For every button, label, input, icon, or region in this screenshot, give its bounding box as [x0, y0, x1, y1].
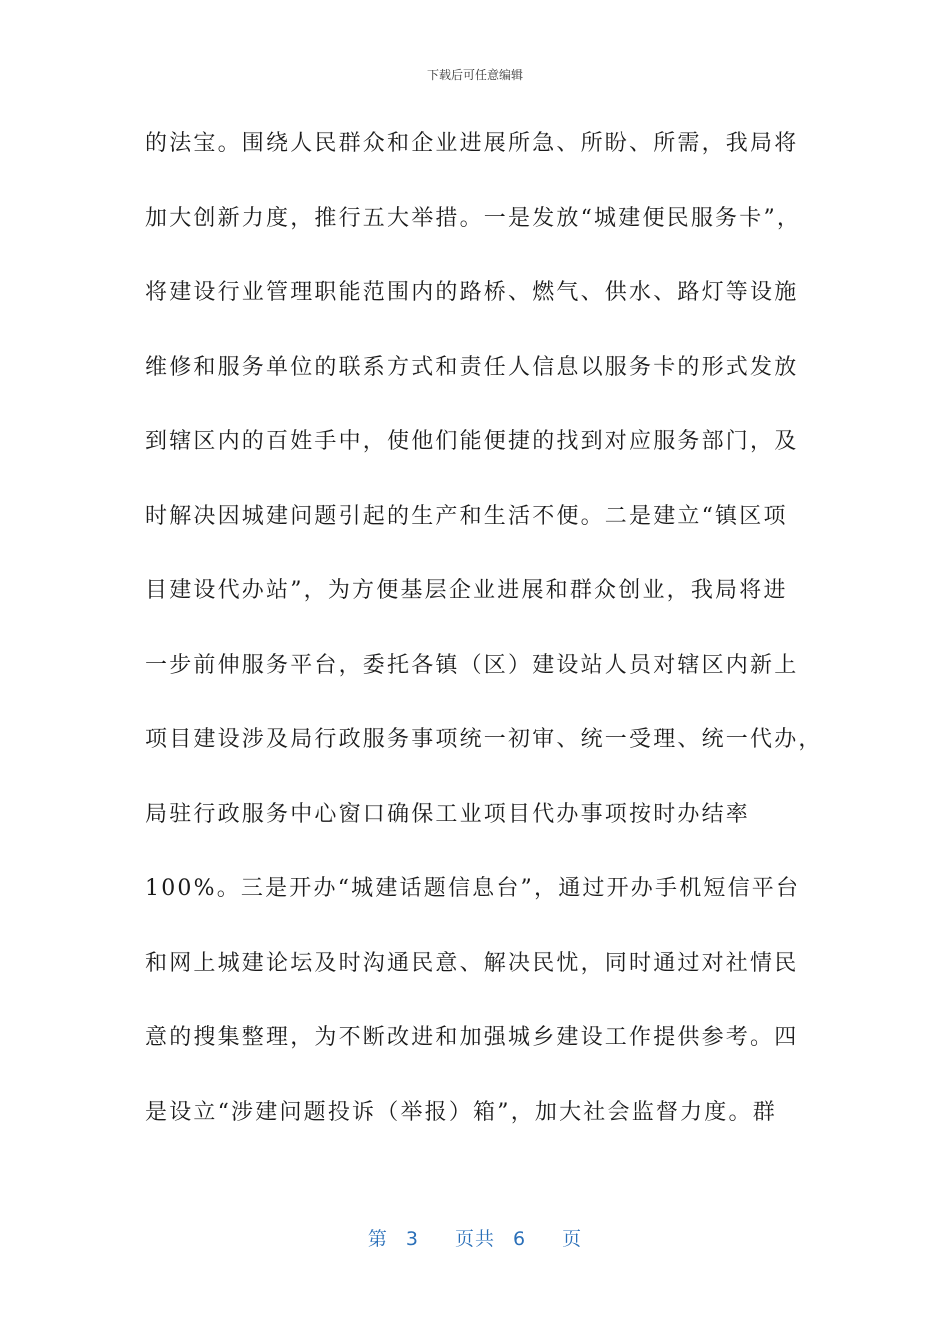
- body-line-11: 100%。三是开办“城建话题信息台”，通过开办手机短信平台: [145, 876, 801, 901]
- body-line-8: 一步前伸服务平台，委托各镇（区）建设站人员对辖区内新上: [145, 652, 799, 678]
- footer-total-pages: 6: [513, 1228, 527, 1250]
- body-line-2: 加大创新力度，推行五大举措。一是发放“城建便民服务卡”，: [145, 205, 802, 231]
- body-line-13: 意的搜集整理，为不断改进和加强城乡建设工作提供参考。四: [145, 1025, 799, 1050]
- body-line-12: 和网上城建论坛及时沟通民意、解决民忧，同时通过对社情民: [145, 950, 799, 976]
- body-line-4: 维修和服务单位的联系方式和责任人信息以服务卡的形式发放: [145, 354, 799, 380]
- page-number-footer: [0, 1224, 950, 1251]
- footer-prefix: 第: [367, 1228, 388, 1250]
- footer-current-page: 3: [405, 1228, 419, 1250]
- body-line-14: 是设立“涉建问题投诉（举报）箱”，加大社会监督力度。群: [145, 1099, 777, 1125]
- body-line-5: 到辖区内的百姓手中，使他们能便捷的找到对应服务部门，及: [145, 429, 799, 454]
- footer-suffix: 页: [562, 1228, 583, 1250]
- body-line-3: 将建设行业管理职能范围内的路桥、燃气、供水、路灯等设施: [145, 280, 799, 305]
- footer-middle: 页共: [454, 1228, 495, 1250]
- body-line-6: 时解决因城建问题引起的生产和生活不便。二是建立“镇区项: [145, 503, 788, 529]
- body-line-7: 目建设代办站”，为方便基层企业进展和群众创业，我局将进: [145, 578, 788, 603]
- document-body: [145, 124, 823, 1167]
- page-header-note: 下载后可任意编辑: [426, 68, 523, 82]
- body-line-10: 局驻行政服务中心窗口确保工业项目代办事项按时办结率: [145, 801, 751, 827]
- body-line-1: 的法宝。围绕人民群众和企业进展所急、所盼、所需，我局将: [145, 131, 799, 156]
- body-line-9: 项目建设涉及局行政服务事项统一初审、统一受理、统一代办，: [145, 727, 823, 752]
